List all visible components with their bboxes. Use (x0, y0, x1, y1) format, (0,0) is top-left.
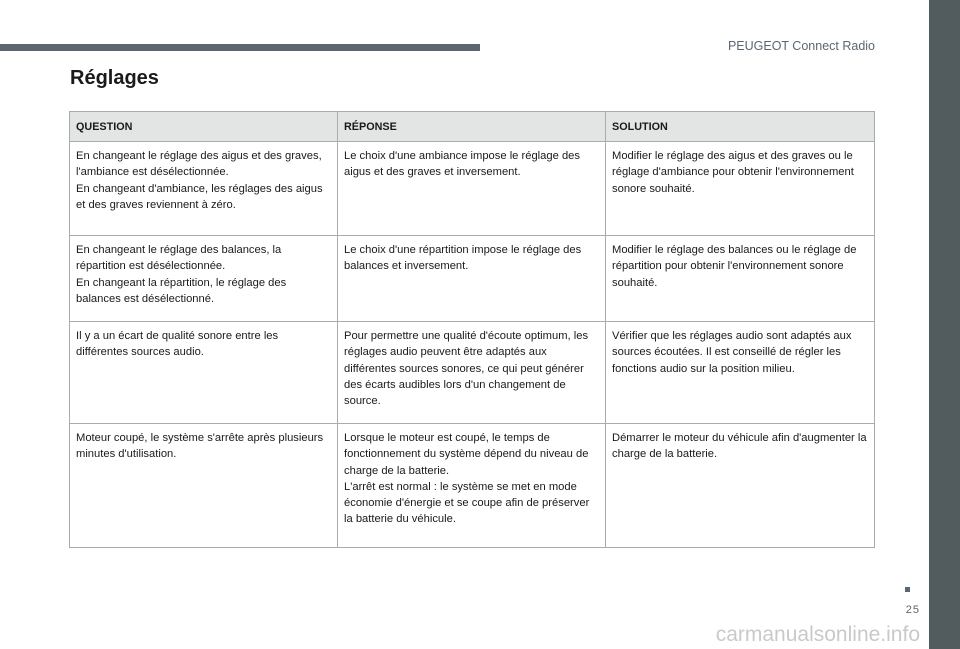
cell-text: Pour permettre une qualité d'écoute optimum, les réglages audio peuvent être adaptés aux différentes sources sonores, ce qui peut générer des écarts audibles lors d'un changement de source. (344, 330, 589, 408)
cell-text: Vérifier que les réglages audio sont adaptés aux sources écoutées. Il est conseillé de régler les fonctions audio sur la position milieu. (612, 330, 852, 375)
solution-cell (606, 424, 875, 548)
solution-cell (606, 236, 875, 322)
cell-text: En changeant le réglage des aigus et des graves, l'ambiance est désélectionnée. (76, 150, 322, 179)
answer-cell (338, 322, 606, 424)
table-row (70, 142, 875, 236)
question-cell (70, 142, 338, 236)
solution-cell (606, 142, 875, 236)
cell-text: Démarrer le moteur du véhicule afin d'augmenter la charge de la batterie. (612, 432, 867, 461)
page-number: 25 (905, 604, 920, 616)
table-header-row (70, 112, 875, 142)
cell-text: Le choix d'une ambiance impose le réglage des aigus et des graves et inversement. (344, 150, 580, 179)
answer-cell (338, 424, 606, 548)
column-header-solution: SOLUTION (606, 112, 875, 142)
cell-text: En changeant le réglage des balances, la répartition est désélectionnée. (76, 244, 282, 273)
answer-cell (338, 142, 606, 236)
side-tab-bar (929, 0, 960, 649)
page-title: Réglages (70, 67, 159, 89)
question-cell (70, 424, 338, 548)
cell-text: Lorsque le moteur est coupé, le temps de fonctionnement du système dépend du niveau de charge de la batterie. (344, 432, 589, 477)
solution-cell (606, 322, 875, 424)
header-title: PEUGEOT Connect Radio (727, 39, 875, 53)
table-row (70, 236, 875, 322)
question-cell (70, 236, 338, 322)
page-marker-square (905, 587, 910, 592)
answer-cell (338, 236, 606, 322)
cell-text: L'arrêt est normal : le système se met en mode économie d'énergie et se coupe afin de préserver la batterie du véhicule. (344, 480, 590, 526)
column-header-answer: RÉPONSE (338, 112, 606, 142)
table-row (70, 424, 875, 548)
cell-text: Il y a un écart de qualité sonore entre les différentes sources audio. (76, 330, 279, 359)
cell-text: Modifier le réglage des balances ou le réglage de répartition pour obtenir l'environnement sonore souhaité. (612, 244, 857, 289)
table-row (70, 322, 875, 424)
watermark: carmanualsonline.info (715, 623, 920, 646)
cell-text: Le choix d'une répartition impose le réglage des balances et inversement. (344, 244, 582, 273)
cell-text: En changeant la répartition, le réglage des balances est désélectionné. (76, 276, 287, 305)
faq-table (69, 111, 875, 548)
cell-text: En changeant d'ambiance, les réglages des aigus et des graves reviennent à zéro. (76, 182, 323, 211)
header-rule (0, 44, 480, 51)
cell-text: Modifier le réglage des aigus et des graves ou le réglage d'ambiance pour obtenir l'environnement sonore souhaité. (612, 150, 854, 195)
question-cell (70, 322, 338, 424)
cell-text: Moteur coupé, le système s'arrête après plusieurs minutes d'utilisation. (76, 432, 324, 461)
column-header-question: QUESTION (70, 112, 338, 142)
